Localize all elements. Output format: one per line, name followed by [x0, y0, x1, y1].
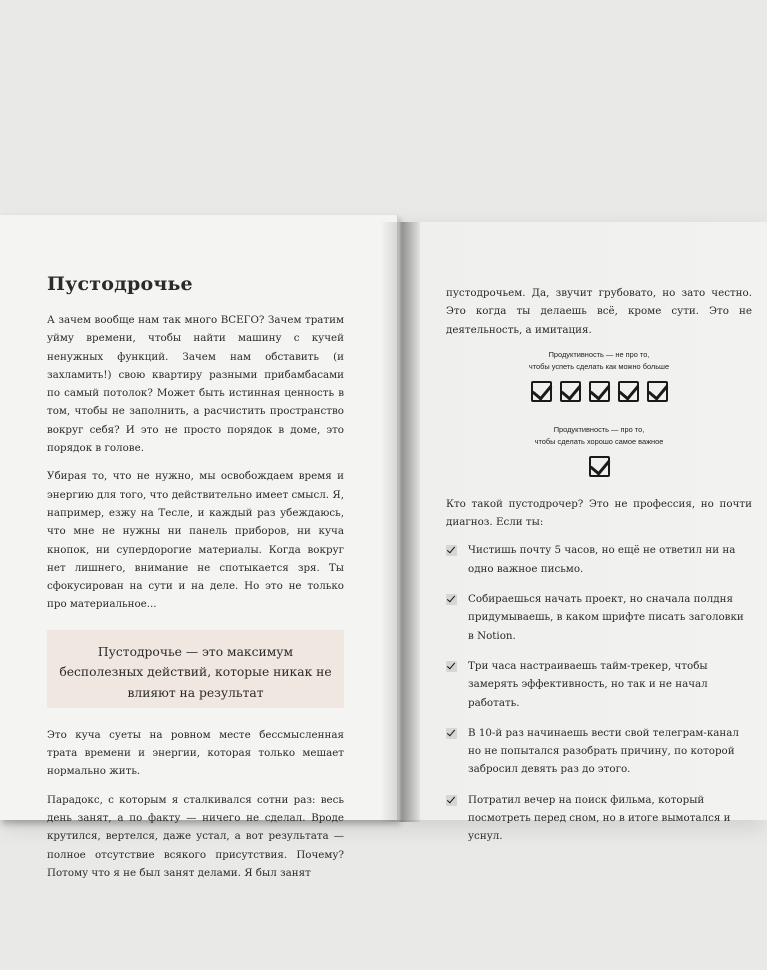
- diagram-caption: чтобы сделать хорошо самое важное: [534, 436, 664, 446]
- paragraph: Парадокс, с которым я сталкивался сотни раз: весь день занят, а по факту — ничего не сделал. Вроде крутился, вертелся, даже устал, а вот результата — полное отсутствие всякого присутствия. Почему? Потому что я не был занят делами. Я был занят: [47, 793, 344, 879]
- check-icon: [446, 795, 457, 806]
- checkbox-row: [446, 381, 752, 402]
- checkbox-row: [446, 456, 752, 477]
- checked-box-icon: [589, 456, 610, 477]
- left-page: [0, 215, 398, 879]
- paragraph: Кто такой пустодрочер? Это не профессия, но почти диагноз. Если ты:: [446, 497, 752, 529]
- list-item-text: Три часа настраиваешь тайм-трекер, чтобы замерять эффективность, но так и не начал работать.: [468, 659, 708, 709]
- list-item-text: Собираешься начать проект, но сначала полдня придумываешь, в каком шрифте писать заголовки в Notion.: [468, 593, 744, 642]
- checked-box-icon: [647, 381, 668, 402]
- paragraph: пустодрочьем. Да, звучит грубовато, но зато честно. Это когда ты делаешь всё, кроме сути. Это не деятельность, а имитация.: [446, 287, 752, 336]
- checked-box-icon: [531, 381, 552, 402]
- check-icon: [446, 728, 457, 739]
- pull-quote: Пустодрочье — это максимум бесполезных действий, которые никак не влияют на результат: [47, 630, 344, 708]
- book-spine: [380, 222, 420, 822]
- check-icon: [446, 594, 457, 605]
- page-title: Пустодрочье: [47, 273, 193, 295]
- paragraph: Это куча суеты на ровном месте бессмысленная трата времени и энергии, которая только мешает нормально жить.: [47, 728, 344, 778]
- diagram-important-task: [446, 424, 752, 477]
- checked-box-icon: [589, 381, 610, 402]
- paragraph: А зачем вообще нам так много ВСЕГО? Зачем тратим уйму времени, чтобы найти машину с кучей ненужных функций. Зачем нам обставить (и захламить!) свою квартиру разными прибамбасами по самый потолок? Может быть истинная ценность в том, чтобы не заполнить, а расчистить пространство вокруг себя? И это не просто порядок в доме, это порядок в голове.: [47, 314, 344, 455]
- left-page-content: [47, 273, 344, 892]
- checked-box-icon: [618, 381, 639, 402]
- right-page: [398, 222, 767, 843]
- list-item: [446, 724, 752, 779]
- diagram-caption: Продуктивность — не про то,: [548, 349, 650, 359]
- list-item: [446, 590, 752, 645]
- list-item-text: Потратил вечер на поиск фильма, который посмотреть перед сном, но в итоге вымотался и уснул.: [468, 793, 731, 843]
- list-item: [446, 657, 752, 712]
- checked-box-icon: [560, 381, 581, 402]
- list-item-text: Чистишь почту 5 часов, но ещё не ответил ни на одно важное письмо.: [468, 544, 736, 575]
- right-page-content: [446, 284, 752, 858]
- list-item: [446, 791, 752, 846]
- diagram-caption: Продуктивность — про то,: [553, 424, 645, 434]
- checklist: [446, 541, 752, 845]
- list-item-text: В 10-й раз начинаешь вести свой телеграм-канал но не попытался разобрать причину, по которой забросил девять раз до этого.: [468, 726, 739, 776]
- paragraph: Убирая то, что не нужно, мы освобождаем время и энергию для того, что действительно имеет смысл. Я, например, езжу на Тесле, и каждый раз убеждаюсь, что мне не нужны ни панель приборов, ни куча кнопок, ни супердорогие материалы. Когда вокруг нет лишнего, внимание не спотыкается зря. Ты сфокусирован на сути и на деле. Но это не только про материальное...: [47, 470, 344, 611]
- diagram-many-tasks: [446, 349, 752, 402]
- check-icon: [446, 661, 457, 672]
- check-icon: [446, 545, 457, 556]
- diagram-caption: чтобы успеть сделать как можно больше: [528, 361, 670, 371]
- list-item: [446, 541, 752, 578]
